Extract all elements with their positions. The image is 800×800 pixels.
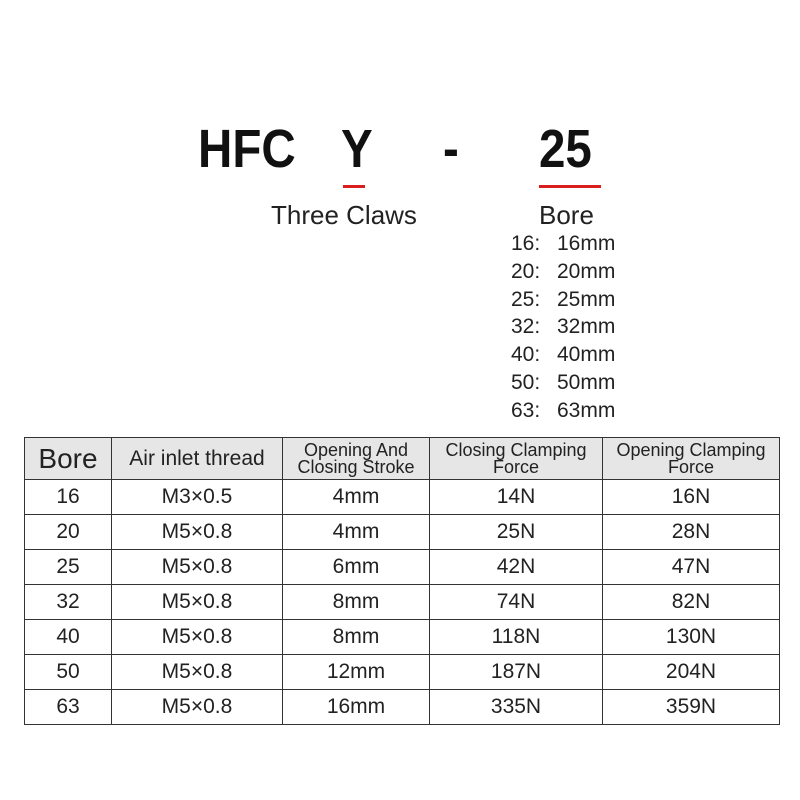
bore-option-code: 50:	[511, 370, 541, 394]
cell-air-inlet-thread: M5×0.8	[112, 550, 283, 585]
bore-option-code: 20:	[511, 259, 541, 283]
cell-air-inlet-thread: M5×0.8	[112, 515, 283, 550]
header-closing-force: Closing Clamping Force	[430, 438, 603, 480]
bore-option-code: 40:	[511, 343, 541, 367]
bore-options-list	[511, 230, 615, 425]
cell-closing-force: 14N	[430, 480, 603, 515]
cell-air-inlet-thread: M5×0.8	[112, 655, 283, 690]
cell-bore: 25	[25, 550, 112, 585]
cell-air-inlet-thread: M5×0.8	[112, 620, 283, 655]
bore-option	[511, 369, 615, 397]
bore-option	[511, 397, 615, 425]
type-caption: Three Claws	[271, 200, 417, 230]
cell-closing-force: 74N	[430, 585, 603, 620]
cell-stroke: 4mm	[283, 515, 430, 550]
bore-option	[511, 258, 615, 286]
bore-option-code: 63:	[511, 398, 541, 422]
cell-opening-force: 130N	[603, 620, 780, 655]
bore-option-size: 25mm	[557, 287, 616, 311]
table-row	[25, 585, 780, 620]
cell-closing-force: 25N	[430, 515, 603, 550]
cell-bore: 63	[25, 690, 112, 725]
bore-option-code: 16:	[511, 232, 541, 255]
bore-option	[511, 313, 615, 341]
bore-option-size: 20mm	[557, 259, 616, 283]
cell-bore: 50	[25, 655, 112, 690]
cell-closing-force: 42N	[430, 550, 603, 585]
table-row	[25, 655, 780, 690]
cell-air-inlet-thread: M3×0.5	[112, 480, 283, 515]
table-row	[25, 690, 780, 725]
bore-option-size: 16mm	[557, 232, 616, 255]
bore-option-size: 32mm	[557, 315, 616, 339]
bore-option	[511, 230, 615, 258]
cell-bore: 40	[25, 620, 112, 655]
header-air-inlet-thread: Air inlet thread	[112, 438, 283, 480]
table-row	[25, 620, 780, 655]
header-stroke: Opening And Closing Stroke	[283, 438, 430, 480]
header-bore: Bore	[25, 438, 112, 480]
table-row	[25, 515, 780, 550]
bore-option-code: 25:	[511, 287, 541, 311]
table-row	[25, 480, 780, 515]
cell-closing-force: 187N	[430, 655, 603, 690]
bore-option-size: 50mm	[557, 370, 616, 394]
cell-opening-force: 16N	[603, 480, 780, 515]
cell-bore: 16	[25, 480, 112, 515]
cell-stroke: 4mm	[283, 480, 430, 515]
spec-table	[24, 437, 780, 725]
cell-air-inlet-thread: M5×0.8	[112, 585, 283, 620]
type-underline	[343, 185, 365, 188]
cell-stroke: 8mm	[283, 585, 430, 620]
cell-bore: 20	[25, 515, 112, 550]
cell-stroke: 6mm	[283, 550, 430, 585]
model-bore-value: 25	[539, 119, 592, 179]
model-type-letter: Y	[341, 119, 373, 179]
cell-bore: 32	[25, 585, 112, 620]
cell-closing-force: 118N	[430, 620, 603, 655]
cell-opening-force: 47N	[603, 550, 780, 585]
bore-option	[511, 341, 615, 369]
cell-stroke: 16mm	[283, 690, 430, 725]
bore-caption: Bore	[539, 200, 594, 230]
table-row	[25, 550, 780, 585]
cell-closing-force: 335N	[430, 690, 603, 725]
cell-opening-force: 204N	[603, 655, 780, 690]
bore-option-size: 40mm	[557, 343, 616, 367]
header-opening-force: Opening Clamping Force	[603, 438, 780, 480]
cell-opening-force: 359N	[603, 690, 780, 725]
model-separator: -	[443, 119, 459, 179]
cell-opening-force: 82N	[603, 585, 780, 620]
cell-air-inlet-thread: M5×0.8	[112, 690, 283, 725]
cell-stroke: 8mm	[283, 620, 430, 655]
bore-underline	[539, 185, 601, 188]
bore-option	[511, 286, 615, 314]
model-prefix: HFC	[198, 119, 296, 179]
bore-option-code: 32:	[511, 315, 541, 339]
spec-table-header-row	[25, 438, 780, 480]
cell-stroke: 12mm	[283, 655, 430, 690]
cell-opening-force: 28N	[603, 515, 780, 550]
bore-option-size: 63mm	[557, 398, 616, 422]
